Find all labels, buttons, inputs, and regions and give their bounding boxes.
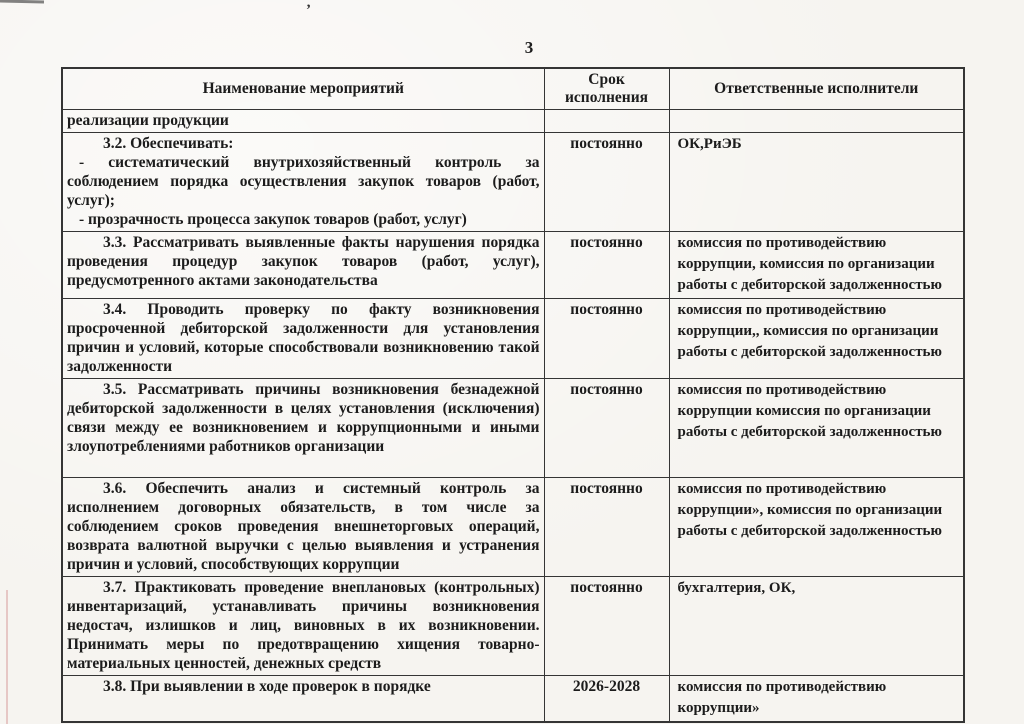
table-row [62,133,964,232]
scan-edge-artifact-left [6,590,8,724]
responsible-cell: бухгалтерия, ОК, [669,577,964,676]
term-cell: постоянно [544,133,669,232]
term-cell: постоянно [544,232,669,299]
table-header-row [62,68,964,110]
stray-ink-mark: ’ [306,2,311,18]
activity-cell [62,110,544,133]
term-cell: постоянно [544,379,669,478]
activity-paragraph: - прозрачность процесса закупок товаров (работ, услуг) [79,211,467,228]
responsible-cell: комиссия по противодействию коррупции,, комиссия по организации работы с дебиторской задолженностью [669,299,964,379]
table-row [62,676,964,723]
table-row [62,577,964,676]
table-row [62,379,964,478]
responsible-cell [669,110,964,133]
responsible-cell: комиссия по противодействию коррупции» [669,676,964,723]
responsible-cell: ОК,РиЭБ [669,133,964,232]
responsible-cell: комиссия по противодействию коррупции комиссия по организации работы с дебиторской задолженностью [669,379,964,478]
activity-cell [62,676,544,723]
responsible-cell: комиссия по противодействию коррупции», комиссия по организации работы с дебиторской задолженностью [669,478,964,577]
activity-paragraph: реализации продукции [67,112,229,129]
activity-paragraph: 3.3. Рассматривать выявленные факты нарушения порядка проведения процедур закупок товаров (работ, услуг), предусмотренного актами законодательства [67,234,540,289]
activity-paragraph: 3.5. Рассматривать причины возникновения безнадежной дебиторской задолженности в целях установления (исключения) связи между ее возникновением и коррупционными и иными злоупотреблениями работников организации [67,381,540,455]
activity-cell [62,478,544,577]
table-row [62,299,964,379]
activity-paragraph: 3.2. Обеспечивать: [103,135,234,152]
responsible-cell: комиссия по противодействию коррупции, комиссия по организации работы с дебиторской задолженностью [669,232,964,299]
term-cell: постоянно [544,478,669,577]
table-row [62,232,964,299]
col-header-responsible: Ответственные исполнители [669,68,964,110]
activity-paragraph: 3.4. Проводить проверку по факту возникновения просроченной дебиторской задолженности для установления причин и условий, которые способствовали возникновению такой задолженности [67,301,540,375]
activity-paragraph: 3.8. При выявлении в ходе проверок в порядке [103,678,431,695]
activities-table [61,67,965,723]
activity-cell [62,232,544,299]
activity-paragraph: 3.6. Обеспечить анализ и системный контроль за исполнением договорных обязательств, в том числе за соблюдением сроков проведения внешнеторговых операций, возврата валютной выручки с целью выявления и устранения причин и условий, способствующих коррупции [67,480,540,573]
table-row [62,478,964,577]
scan-edge-artifact-top [0,0,44,3]
col-header-activities: Наименование мероприятий [62,68,544,110]
term-cell [544,110,669,133]
term-cell: 2026-2028 [544,676,669,723]
activity-cell [62,379,544,478]
activity-cell [62,133,544,232]
activity-paragraph: - систематический внутрихозяйственный контроль за соблюдением порядка осуществления закупок товаров (работ, услуг); [67,154,540,209]
col-header-term: Срок исполнения [544,68,669,110]
table-row [62,110,964,133]
page-number: 3 [524,38,534,57]
term-cell: постоянно [544,577,669,676]
activity-cell [62,577,544,676]
activity-cell [62,299,544,379]
table-body [62,110,964,723]
term-cell: постоянно [544,299,669,379]
activity-paragraph: 3.7. Практиковать проведение внеплановых (контрольных) инвентаризаций, устанавливать причины возникновения недостач, излишков и лиц, виновных в их возникновении. Принимать меры по предотвращению хищения товарно-материальных ценностей, денежных средств [67,579,540,672]
